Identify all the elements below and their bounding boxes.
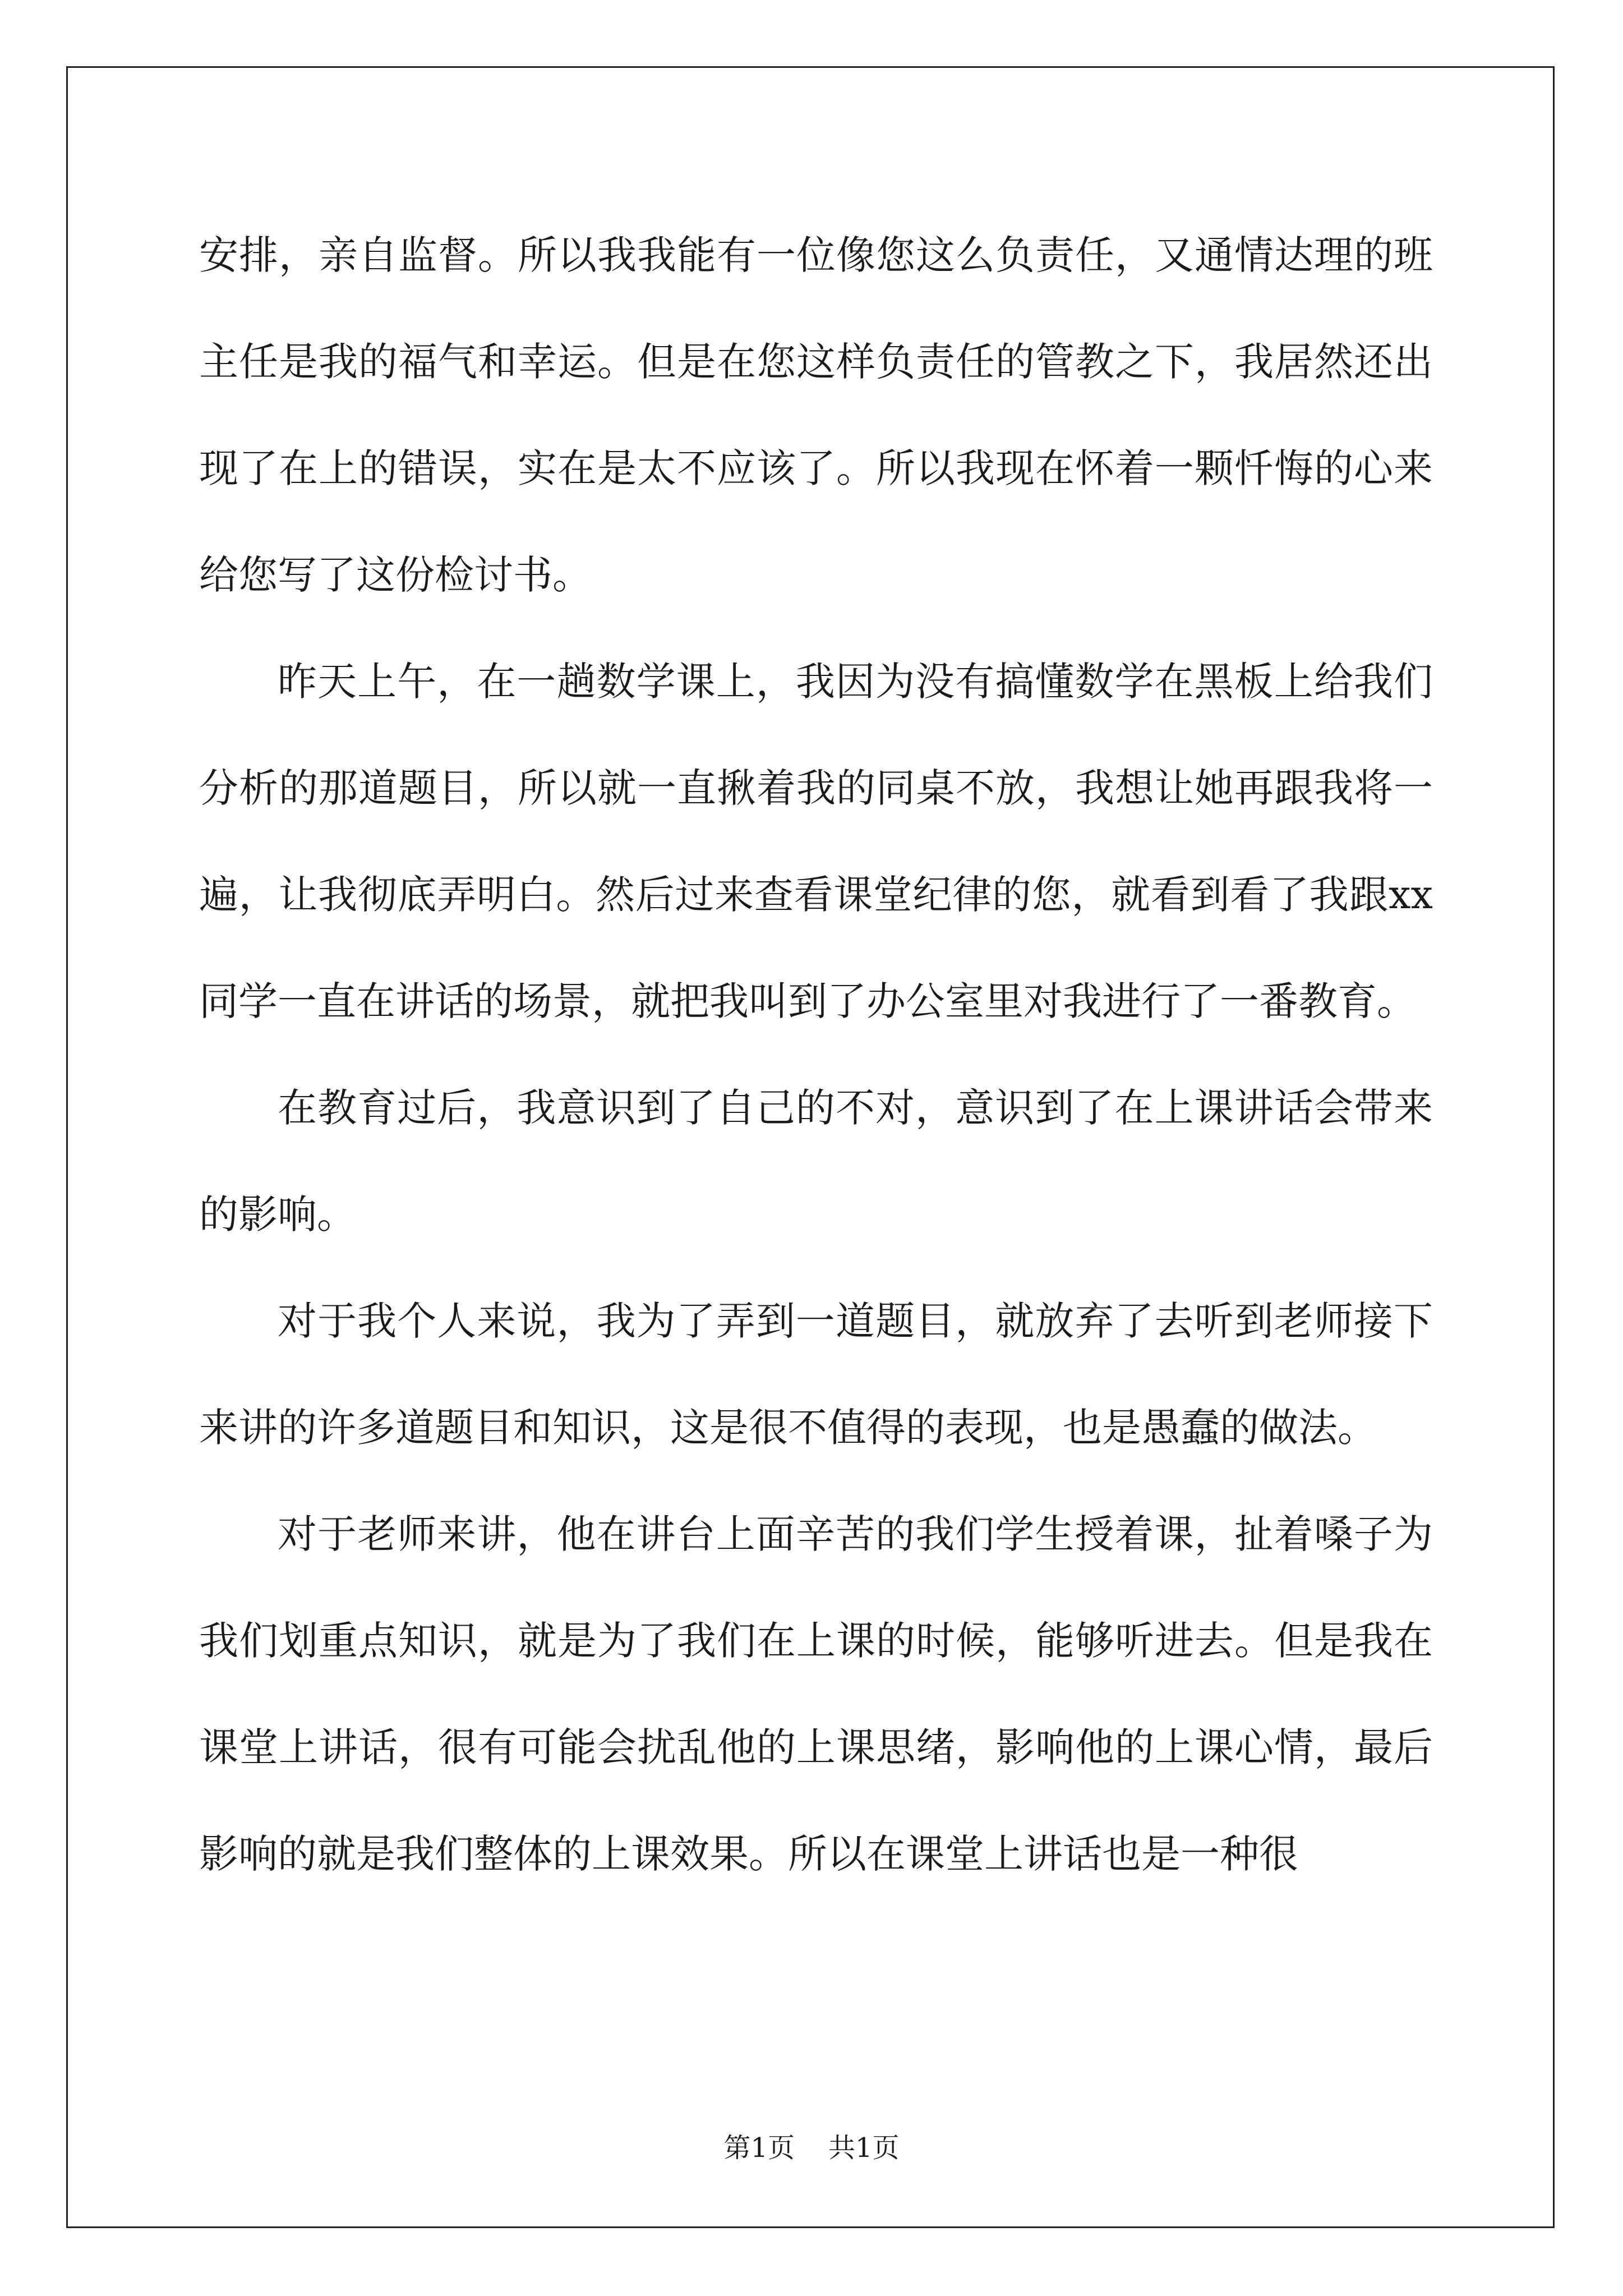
paragraph-4: 对于我个人来说，我为了弄到一道题目，就放弃了去听到老师接下来讲的许多道题目和知识，这是很不值得的表现，也是愚蠢的做法。 — [199, 1298, 1433, 1451]
paragraph-5: 对于老师来讲，他在讲台上面辛苦的我们学生授着课，扯着嗓子为我们划重点知识，就是为了我们在上课的时候，能够听进去。但是我在课堂上讲话，很有可能会扰乱他的上课思绪，影响他的上课心情，最后影响的就是我们整体的上课效果。所以在课堂上讲话也是一种很 — [199, 1511, 1433, 1877]
page-total: 共1页 — [828, 2132, 900, 2164]
paragraph-3: 在教育过后，我意识到了自己的不对，意识到了在上课讲话会带来的影响。 — [199, 1085, 1433, 1237]
page-footer — [0, 2126, 1623, 2165]
paragraph-2: 昨天上午，在一趟数学课上，我因为没有搞懂数学在黑板上给我们分析的那道题目，所以就一直揪着我的同桌不放，我想让她再跟我将一遍，让我彻底弄明白。然后过来查看课堂纪律的您，就看到看了我跟xx同学一直在讲话的场景，就把我叫到了办公室里对我进行了一番教育。 — [199, 659, 1433, 1024]
page-number: 第1页 — [723, 2132, 795, 2164]
paragraph-1: 安排，亲自监督。所以我我能有一位像您这么负责任，又通情达理的班主任是我的福气和幸运。但是在您这样负责任的管教之下，我居然还出现了在上的错误，实在是太不应该了。所以我现在怀着一颗忏悔的心来给您写了这份检讨书。 — [199, 232, 1433, 598]
document-body — [199, 202, 1433, 1907]
